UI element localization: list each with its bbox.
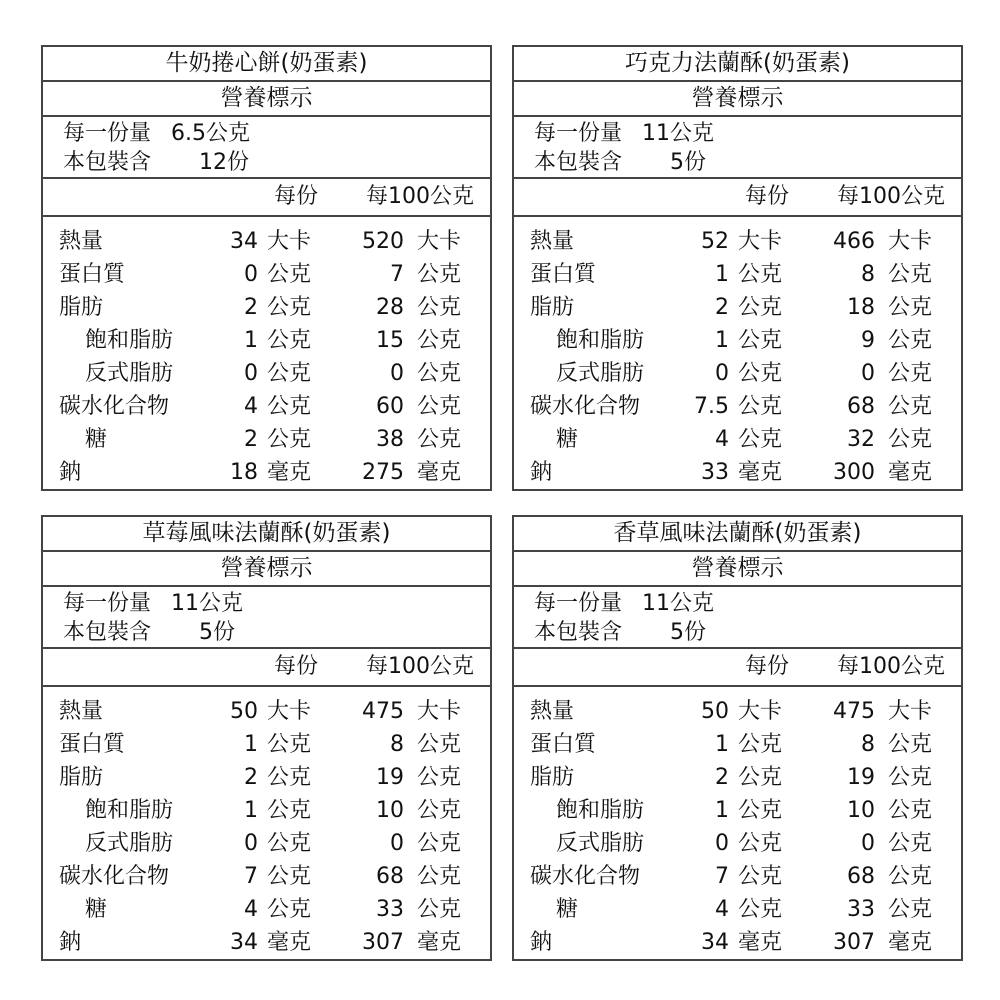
servings-per-package-value: 5份	[670, 620, 706, 645]
nutrient-row	[514, 926, 961, 959]
serving-size-value: 11公克	[171, 591, 243, 616]
nutrient-name: 脂肪	[59, 765, 104, 790]
nutrient-row	[514, 456, 961, 489]
nutrient-name: 糖	[85, 897, 108, 922]
nutrient-name: 蛋白質	[59, 732, 126, 757]
per-serving-value: 1	[715, 262, 729, 287]
per-serving-value: 1	[244, 732, 258, 757]
nutrient-row	[43, 423, 490, 456]
per-serving-unit: 公克	[738, 864, 783, 889]
per-serving-unit: 毫克	[267, 930, 312, 955]
serving-size-label: 每一份量	[534, 121, 623, 146]
nutrient-name: 飽和脂肪	[556, 328, 645, 353]
nutrient-name: 反式脂肪	[85, 831, 174, 856]
nutrient-name: 糖	[556, 427, 579, 452]
serving-size-value: 6.5公克	[171, 121, 250, 146]
serving-info	[43, 117, 490, 179]
per-100g-unit: 大卡	[888, 699, 933, 724]
per-serving-header: 每份	[744, 184, 789, 209]
per-100g-value: 60	[376, 394, 404, 419]
column-header	[514, 179, 961, 217]
per-100g-value: 275	[362, 460, 404, 485]
per-serving-unit: 公克	[267, 897, 312, 922]
per-serving-unit: 大卡	[738, 699, 783, 724]
nutrient-name: 鈉	[59, 930, 82, 955]
per-100g-unit: 公克	[417, 394, 462, 419]
per-serving-unit: 公克	[267, 295, 312, 320]
per-serving-header: 每份	[744, 654, 789, 679]
column-header	[43, 179, 490, 217]
per-100g-unit: 公克	[417, 295, 462, 320]
per-100g-unit: 公克	[888, 427, 933, 452]
product-title: 香草風味法蘭酥(奶蛋素)	[514, 517, 961, 552]
nutrient-row	[43, 926, 490, 959]
per-100g-value: 8	[861, 262, 875, 287]
per-serving-unit: 公克	[738, 295, 783, 320]
per-100g-unit: 毫克	[417, 460, 462, 485]
column-header	[514, 649, 961, 687]
column-header	[43, 649, 490, 687]
nutrient-name: 脂肪	[59, 295, 104, 320]
per-100g-unit: 公克	[417, 864, 462, 889]
per-100g-value: 28	[376, 295, 404, 320]
nutrition-heading: 營養標示	[43, 552, 490, 587]
nutrient-name: 碳水化合物	[530, 394, 641, 419]
per-100g-unit: 大卡	[417, 229, 462, 254]
serving-info	[43, 587, 490, 649]
per-serving-unit: 公克	[267, 765, 312, 790]
nutrition-label-panel	[41, 515, 492, 961]
per-serving-value: 4	[715, 897, 729, 922]
per-100g-value: 9	[861, 328, 875, 353]
per-serving-value: 1	[715, 328, 729, 353]
nutrient-rows	[43, 217, 490, 489]
per-100g-value: 300	[833, 460, 875, 485]
nutrient-row	[43, 456, 490, 489]
servings-per-package-value: 12份	[199, 150, 249, 175]
per-100g-value: 38	[376, 427, 404, 452]
nutrient-name: 蛋白質	[530, 732, 597, 757]
per-100g-value: 19	[376, 765, 404, 790]
per-serving-value: 33	[701, 460, 729, 485]
per-100g-value: 7	[390, 262, 404, 287]
per-100g-unit: 公克	[417, 328, 462, 353]
nutrition-heading: 營養標示	[514, 82, 961, 117]
per-100g-unit: 大卡	[888, 229, 933, 254]
nutrient-row	[43, 827, 490, 860]
nutrient-row	[514, 324, 961, 357]
per-serving-value: 4	[244, 394, 258, 419]
per-100g-unit: 公克	[888, 262, 933, 287]
per-serving-value: 0	[244, 831, 258, 856]
per-serving-unit: 大卡	[267, 699, 312, 724]
nutrient-name: 脂肪	[530, 295, 575, 320]
nutrition-label-panel	[41, 45, 492, 491]
servings-per-package-label: 本包裝含	[534, 620, 623, 645]
nutrient-row	[514, 225, 961, 258]
per-100g-value: 307	[833, 930, 875, 955]
nutrient-name: 碳水化合物	[59, 864, 170, 889]
per-serving-header: 每份	[273, 184, 318, 209]
per-serving-unit: 公克	[267, 262, 312, 287]
servings-per-package-value: 5份	[199, 620, 235, 645]
nutrient-name: 蛋白質	[59, 262, 126, 287]
nutrient-row	[43, 357, 490, 390]
per-100g-header: 每100公克	[837, 184, 945, 209]
servings-per-package-label: 本包裝含	[534, 150, 623, 175]
servings-per-package-value: 5份	[670, 150, 706, 175]
per-serving-value: 50	[230, 699, 258, 724]
serving-info	[514, 117, 961, 179]
per-serving-unit: 公克	[267, 427, 312, 452]
nutrient-rows	[514, 687, 961, 959]
per-serving-value: 50	[701, 699, 729, 724]
per-100g-unit: 公克	[417, 262, 462, 287]
nutrient-name: 碳水化合物	[530, 864, 641, 889]
per-serving-value: 52	[701, 229, 729, 254]
nutrient-row	[514, 258, 961, 291]
per-100g-value: 18	[847, 295, 875, 320]
per-serving-value: 1	[715, 798, 729, 823]
serving-size-value: 11公克	[642, 591, 714, 616]
nutrient-row	[43, 695, 490, 728]
per-serving-value: 1	[244, 798, 258, 823]
per-100g-unit: 公克	[888, 831, 933, 856]
nutrient-name: 反式脂肪	[85, 361, 174, 386]
per-100g-value: 68	[376, 864, 404, 889]
per-serving-unit: 大卡	[267, 229, 312, 254]
nutrient-row	[514, 794, 961, 827]
per-100g-value: 0	[390, 361, 404, 386]
per-100g-value: 307	[362, 930, 404, 955]
per-serving-unit: 公克	[267, 798, 312, 823]
per-serving-value: 2	[244, 295, 258, 320]
per-100g-value: 68	[847, 864, 875, 889]
per-serving-value: 4	[715, 427, 729, 452]
nutrient-name: 熱量	[59, 229, 104, 254]
per-100g-unit: 公克	[417, 732, 462, 757]
per-100g-header: 每100公克	[366, 184, 474, 209]
nutrient-name: 飽和脂肪	[85, 798, 174, 823]
per-100g-value: 68	[847, 394, 875, 419]
nutrient-row	[43, 794, 490, 827]
per-serving-value: 34	[701, 930, 729, 955]
nutrient-name: 碳水化合物	[59, 394, 170, 419]
per-100g-unit: 公克	[417, 897, 462, 922]
per-serving-unit: 公克	[738, 328, 783, 353]
per-100g-value: 0	[390, 831, 404, 856]
nutrient-row	[514, 423, 961, 456]
per-100g-unit: 公克	[888, 394, 933, 419]
per-serving-unit: 公克	[738, 394, 783, 419]
per-serving-value: 7.5	[694, 394, 729, 419]
per-100g-header: 每100公克	[837, 654, 945, 679]
per-100g-unit: 公克	[888, 328, 933, 353]
nutrient-row	[43, 258, 490, 291]
per-serving-value: 2	[715, 295, 729, 320]
per-100g-value: 10	[847, 798, 875, 823]
per-serving-unit: 公克	[738, 427, 783, 452]
per-100g-value: 466	[833, 229, 875, 254]
nutrient-row	[43, 728, 490, 761]
per-100g-unit: 公克	[417, 361, 462, 386]
nutrient-row	[43, 390, 490, 423]
per-serving-value: 34	[230, 229, 258, 254]
per-100g-unit: 公克	[888, 798, 933, 823]
per-100g-unit: 大卡	[417, 699, 462, 724]
per-serving-value: 1	[244, 328, 258, 353]
serving-info	[514, 587, 961, 649]
per-100g-value: 0	[861, 361, 875, 386]
per-100g-value: 10	[376, 798, 404, 823]
per-serving-value: 2	[244, 765, 258, 790]
per-serving-unit: 公克	[738, 831, 783, 856]
per-100g-value: 15	[376, 328, 404, 353]
serving-size-label: 每一份量	[63, 591, 152, 616]
per-serving-value: 0	[715, 361, 729, 386]
per-serving-unit: 公克	[738, 798, 783, 823]
nutrient-row	[514, 860, 961, 893]
nutrition-label-panel	[512, 515, 963, 961]
per-serving-value: 2	[715, 765, 729, 790]
per-100g-header: 每100公克	[366, 654, 474, 679]
per-serving-value: 4	[244, 897, 258, 922]
serving-size-label: 每一份量	[63, 121, 152, 146]
per-100g-value: 33	[376, 897, 404, 922]
per-serving-unit: 公克	[267, 328, 312, 353]
nutrient-name: 鈉	[530, 460, 553, 485]
per-serving-unit: 大卡	[738, 229, 783, 254]
nutrient-row	[43, 225, 490, 258]
nutrient-name: 糖	[556, 897, 579, 922]
nutrient-name: 鈉	[59, 460, 82, 485]
per-serving-unit: 公克	[738, 732, 783, 757]
per-100g-value: 8	[390, 732, 404, 757]
nutrient-name: 飽和脂肪	[85, 328, 174, 353]
nutrient-name: 熱量	[530, 699, 575, 724]
servings-per-package-label: 本包裝含	[63, 620, 152, 645]
per-serving-value: 0	[715, 831, 729, 856]
per-serving-value: 1	[715, 732, 729, 757]
per-100g-unit: 公克	[888, 765, 933, 790]
nutrient-row	[43, 860, 490, 893]
per-serving-unit: 公克	[738, 262, 783, 287]
product-title: 巧克力法蘭酥(奶蛋素)	[514, 47, 961, 82]
product-title: 牛奶捲心餅(奶蛋素)	[43, 47, 490, 82]
nutrition-heading: 營養標示	[514, 552, 961, 587]
nutrient-row	[43, 893, 490, 926]
per-100g-unit: 公克	[888, 361, 933, 386]
nutrient-name: 糖	[85, 427, 108, 452]
per-100g-value: 32	[847, 427, 875, 452]
per-serving-unit: 公克	[267, 831, 312, 856]
nutrient-row	[514, 761, 961, 794]
nutrient-row	[514, 291, 961, 324]
per-100g-unit: 公克	[888, 864, 933, 889]
per-serving-unit: 公克	[267, 361, 312, 386]
per-100g-unit: 公克	[417, 427, 462, 452]
nutrient-rows	[514, 217, 961, 489]
per-100g-unit: 公克	[888, 897, 933, 922]
nutrient-rows	[43, 687, 490, 959]
per-100g-unit: 公克	[417, 798, 462, 823]
nutrient-row	[514, 390, 961, 423]
per-serving-unit: 毫克	[738, 460, 783, 485]
nutrient-name: 熱量	[59, 699, 104, 724]
per-100g-value: 475	[362, 699, 404, 724]
per-100g-unit: 公克	[888, 732, 933, 757]
per-serving-unit: 公克	[267, 864, 312, 889]
nutrient-row	[514, 728, 961, 761]
per-serving-unit: 毫克	[738, 930, 783, 955]
per-serving-value: 18	[230, 460, 258, 485]
per-100g-value: 8	[861, 732, 875, 757]
per-100g-unit: 毫克	[888, 460, 933, 485]
per-serving-unit: 公克	[738, 765, 783, 790]
product-title: 草莓風味法蘭酥(奶蛋素)	[43, 517, 490, 552]
per-serving-value: 7	[715, 864, 729, 889]
per-100g-value: 520	[362, 229, 404, 254]
nutrition-label-panel	[512, 45, 963, 491]
per-100g-unit: 公克	[417, 831, 462, 856]
per-100g-value: 19	[847, 765, 875, 790]
serving-size-value: 11公克	[642, 121, 714, 146]
nutrient-name: 脂肪	[530, 765, 575, 790]
nutrient-row	[514, 893, 961, 926]
nutrient-row	[514, 695, 961, 728]
nutrient-row	[43, 324, 490, 357]
per-serving-unit: 毫克	[267, 460, 312, 485]
per-100g-unit: 公克	[888, 295, 933, 320]
nutrient-name: 反式脂肪	[556, 361, 645, 386]
nutrition-heading: 營養標示	[43, 82, 490, 117]
per-serving-unit: 公克	[738, 897, 783, 922]
serving-size-label: 每一份量	[534, 591, 623, 616]
nutrient-name: 飽和脂肪	[556, 798, 645, 823]
nutrient-row	[43, 761, 490, 794]
per-100g-value: 33	[847, 897, 875, 922]
per-serving-unit: 公克	[267, 732, 312, 757]
per-serving-unit: 公克	[267, 394, 312, 419]
nutrient-row	[514, 827, 961, 860]
per-100g-unit: 公克	[417, 765, 462, 790]
nutrient-row	[43, 291, 490, 324]
nutrient-name: 熱量	[530, 229, 575, 254]
nutrient-name: 鈉	[530, 930, 553, 955]
per-100g-value: 475	[833, 699, 875, 724]
servings-per-package-label: 本包裝含	[63, 150, 152, 175]
per-100g-unit: 毫克	[417, 930, 462, 955]
per-serving-unit: 公克	[738, 361, 783, 386]
per-serving-value: 0	[244, 361, 258, 386]
nutrient-row	[514, 357, 961, 390]
per-serving-value: 34	[230, 930, 258, 955]
nutrient-name: 反式脂肪	[556, 831, 645, 856]
per-serving-value: 7	[244, 864, 258, 889]
nutrient-name: 蛋白質	[530, 262, 597, 287]
per-serving-value: 2	[244, 427, 258, 452]
per-100g-value: 0	[861, 831, 875, 856]
per-serving-header: 每份	[273, 654, 318, 679]
per-serving-value: 0	[244, 262, 258, 287]
per-100g-unit: 毫克	[888, 930, 933, 955]
